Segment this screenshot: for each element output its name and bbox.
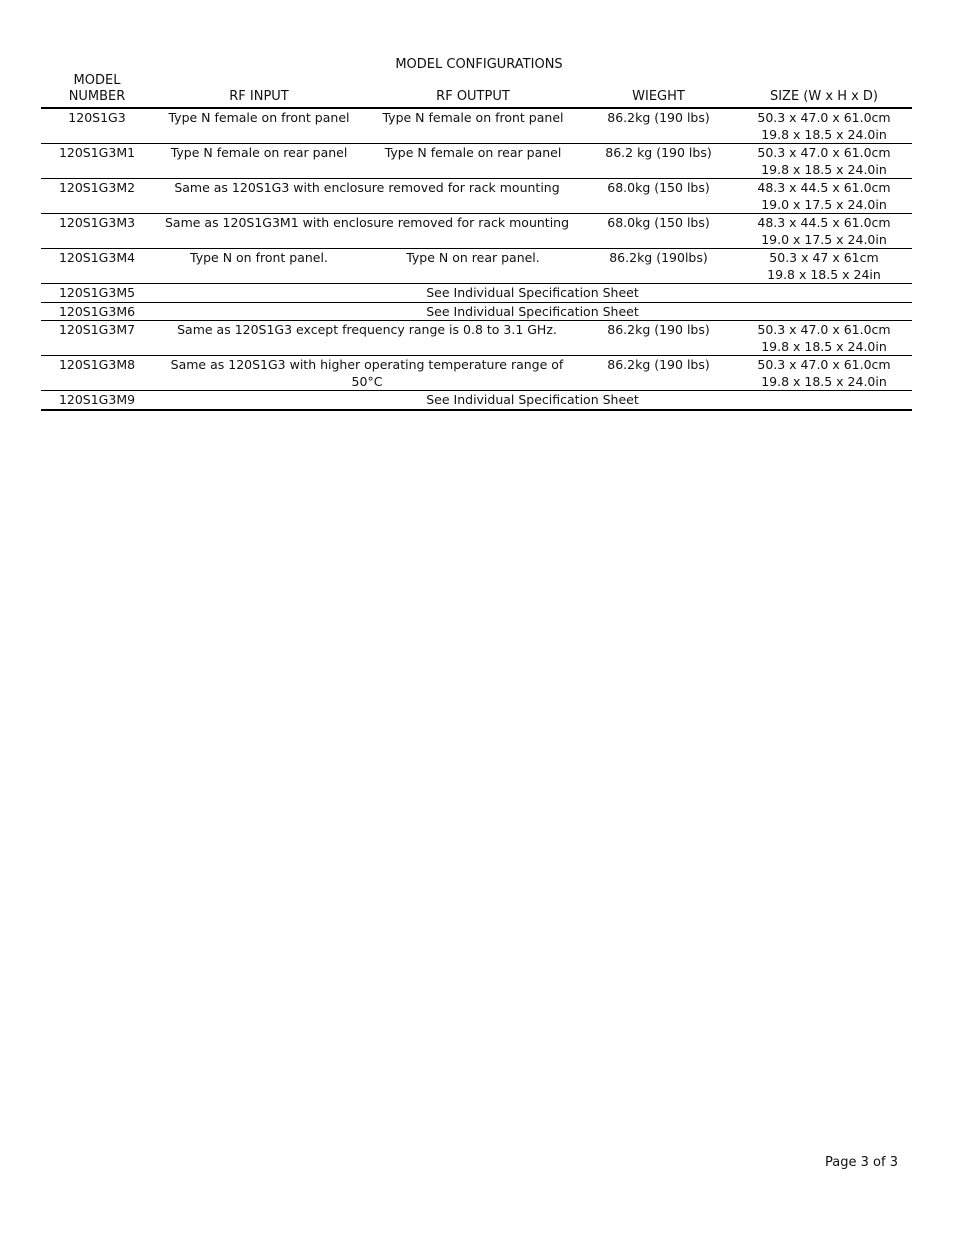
- size-imperial: 19.0 x 17.5 x 24.0in: [761, 231, 887, 247]
- size-cell: [736, 249, 912, 284]
- model-number-cell: 120S1G3M6: [41, 302, 153, 321]
- model-number-cell: 120S1G3M3: [41, 214, 153, 249]
- header-weight: WIEGHT: [581, 73, 736, 108]
- size-metric: 50.3 x 47.0 x 61.0cm: [757, 357, 891, 372]
- size-metric: 48.3 x 44.5 x 61.0cm: [757, 215, 891, 230]
- specification-note-cell: See Individual Specification Sheet: [153, 302, 912, 321]
- model-number-cell: 120S1G3M8: [41, 356, 153, 391]
- size-cell: [736, 356, 912, 391]
- size-imperial: 19.0 x 17.5 x 24.0in: [761, 196, 887, 212]
- description-cell: Same as 120S1G3 with enclosure removed for rack mounting: [153, 179, 581, 214]
- weight-cell: 68.0kg (150 lbs): [581, 214, 736, 249]
- section-title: [389, 56, 569, 73]
- header-rf-output: RF OUTPUT: [365, 73, 581, 108]
- table-row: [41, 302, 912, 321]
- specification-note-cell: See Individual Specification Sheet: [153, 391, 912, 410]
- rf-output-cell: Type N female on front panel: [365, 108, 581, 144]
- size-cell: [736, 321, 912, 356]
- size-metric: 50.3 x 47.0 x 61.0cm: [757, 110, 891, 125]
- table-row: [41, 391, 912, 410]
- table-row: [41, 144, 912, 179]
- table-row: [41, 321, 912, 356]
- header-rf-input: RF INPUT: [153, 73, 365, 108]
- size-metric: 50.3 x 47 x 61cm: [769, 250, 879, 265]
- size-metric: 50.3 x 47.0 x 61.0cm: [757, 322, 891, 337]
- weight-cell: 86.2kg (190lbs): [581, 249, 736, 284]
- table-body: [41, 108, 912, 410]
- size-cell: [736, 214, 912, 249]
- size-cell: [736, 179, 912, 214]
- header-model-number: MODEL NUMBER: [41, 73, 153, 108]
- size-cell: [736, 108, 912, 144]
- model-number-cell: 120S1G3M4: [41, 249, 153, 284]
- section-title-text: MODEL CONFIGURATIONS: [395, 57, 563, 72]
- description-cell: Same as 120S1G3 except frequency range is 0.8 to 3.1 GHz.: [153, 321, 581, 356]
- rf-input-cell: Type N female on rear panel: [153, 144, 365, 179]
- rf-output-cell: Type N female on rear panel: [365, 144, 581, 179]
- weight-cell: 68.0kg (150 lbs): [581, 179, 736, 214]
- table-row: [41, 284, 912, 303]
- size-metric: 50.3 x 47.0 x 61.0cm: [757, 145, 891, 160]
- page-number: Page 3 of 3: [825, 1155, 898, 1170]
- table-row: [41, 356, 912, 391]
- model-number-cell: 120S1G3M7: [41, 321, 153, 356]
- weight-cell: 86.2 kg (190 lbs): [581, 144, 736, 179]
- header-size: SIZE (W x H x D): [736, 73, 912, 108]
- weight-cell: 86.2kg (190 lbs): [581, 108, 736, 144]
- model-number-cell: 120S1G3M9: [41, 391, 153, 410]
- model-configurations-table: [41, 73, 912, 411]
- size-imperial: 19.8 x 18.5 x 24.0in: [761, 373, 887, 389]
- table-row: [41, 179, 912, 214]
- specification-note-cell: See Individual Specification Sheet: [153, 284, 912, 303]
- model-number-cell: 120S1G3M5: [41, 284, 153, 303]
- rf-input-cell: Type N female on front panel: [153, 108, 365, 144]
- table-row: [41, 249, 912, 284]
- description-cell: Same as 120S1G3 with higher operating temperature range of 50°C: [153, 356, 581, 391]
- description-cell: Same as 120S1G3M1 with enclosure removed for rack mounting: [153, 214, 581, 249]
- rf-input-cell: Type N on front panel.: [153, 249, 365, 284]
- size-metric: 48.3 x 44.5 x 61.0cm: [757, 180, 891, 195]
- weight-cell: 86.2kg (190 lbs): [581, 356, 736, 391]
- size-imperial: 19.8 x 18.5 x 24in: [767, 266, 881, 282]
- table-row: [41, 108, 912, 144]
- model-number-cell: 120S1G3M2: [41, 179, 153, 214]
- model-number-cell: 120S1G3: [41, 108, 153, 144]
- weight-cell: 86.2kg (190 lbs): [581, 321, 736, 356]
- rf-output-cell: Type N on rear panel.: [365, 249, 581, 284]
- header-row: [41, 73, 912, 108]
- model-number-cell: 120S1G3M1: [41, 144, 153, 179]
- size-cell: [736, 144, 912, 179]
- model-configurations-table-wrap: [41, 56, 912, 411]
- size-imperial: 19.8 x 18.5 x 24.0in: [761, 161, 887, 177]
- size-imperial: 19.8 x 18.5 x 24.0in: [761, 126, 887, 142]
- size-imperial: 19.8 x 18.5 x 24.0in: [761, 338, 887, 354]
- table-row: [41, 214, 912, 249]
